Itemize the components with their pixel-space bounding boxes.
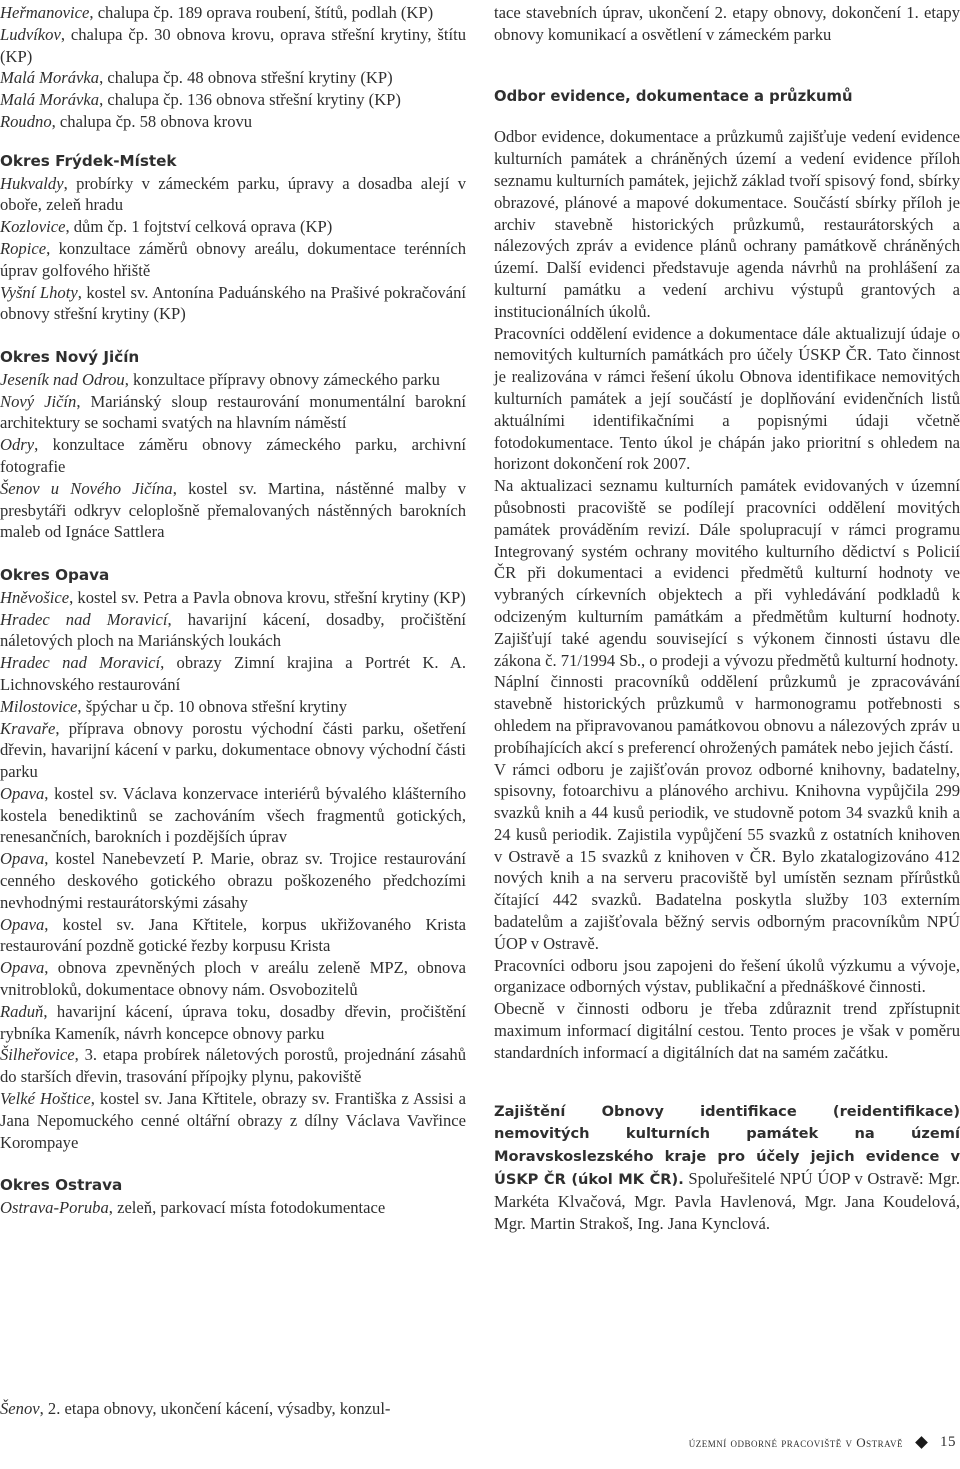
paragraph: Na aktualizaci seznamu kulturních památek evidovaných v územní působnosti pracoviště se podílejí pracovníci oddělení movitých památek prováděním revizí. Dále spolupracují v rámci programu Integrovaný systém ochrany movitého kulturního dědictví s Policií ČR při dokumentaci a evidenci předmětů kulturní hodnoty ve vybraných církevních objektech a při vyhledávání podkladů k odcizeným kulturním památkám a předmětům kulturní hodnoty. Zajišťují také agendu související s výkonem činnosti ústavu dle zákona č. 71/1994 Sb., o prodeji a vývozu předmětů kulturní hodnoty. (494, 476, 960, 670)
project-team: Spoluřešitelé NPÚ ÚOP v Ostravě: Mgr. Markéta Klvačová, Mgr. Pavla Havlenová, Mgr. Jana Koudelová, Mgr. Martin Strakoš, Ing. Jana Kynclová. (494, 1169, 960, 1233)
place-name: Ludvíkov (0, 24, 61, 44)
project-paragraph (494, 1100, 960, 1235)
list-item (0, 391, 466, 435)
place-name: Opava (0, 783, 45, 803)
list-item (0, 718, 466, 783)
page-number: 15 (940, 1434, 956, 1450)
left-column (0, 2, 466, 1219)
list-item (0, 478, 466, 543)
entry-text: , chalupa čp. 48 obnova střešní krytiny (KP) (99, 68, 393, 88)
place-name: Šenov u Nového Jičína (0, 478, 173, 498)
place-name: Jeseník nad Odrou (0, 369, 125, 389)
entry-text: , chalupa čp. 30 obnova krovu, oprava střešní krytiny, štítu (KP) (0, 24, 466, 66)
paragraph: Náplní činnosti pracovníků oddělení průzkumů je zpracovávání stavebně historických průzkumů v harmonogramu potřebnosti s ohledem na připravovanou památkovou obnovu a nálezových zpráv u probíhajících akcí s preferencí ohrožených památek nebo jejich částí. (494, 672, 960, 757)
district-heading: Okres Nový Jičín (0, 347, 140, 366)
place-name: Raduň (0, 1001, 44, 1021)
entry-text: , havarijní kácení, dosadby, pročištění náletových ploch na Mariánských loukách (0, 609, 467, 651)
place-name: Hradec nad Moravicí (0, 653, 161, 673)
list-item (0, 1088, 466, 1153)
section-title: Odbor evidence, dokumentace a průzkumů (494, 87, 853, 105)
place-name: Malá Morávka (0, 90, 100, 110)
district-heading: Okres Ostrava (0, 1176, 123, 1195)
list-item (0, 111, 466, 133)
place-name: Ostrava-Poruba (0, 1198, 109, 1218)
entry-text: , příprava obnovy porostu východní části parku, ošetření dřevin, havarijní kácení v parku, dokumentace obnovy východní části parku (0, 718, 466, 782)
place-name: Opava (0, 958, 45, 978)
right-column-content (494, 2, 960, 1234)
list-item (0, 1001, 466, 1045)
entry-text: , konzultace záměru obnovy zámeckého parku, archivní fotografie (0, 435, 466, 476)
district-opava (0, 565, 466, 1154)
entry-text: , zeleň, parkovací místa fotodokumentace (108, 1198, 386, 1218)
entry-text: , kostel sv. Václava konzervace interiérů bývalého klášterního kostela benediktinů se zachováním všech fragmentů gotických, renesančních, barokních i pozdějších úprav (0, 783, 466, 847)
ostrava-continued-entry (0, 1398, 466, 1442)
list-item (0, 652, 466, 696)
district-heading: Okres Frýdek-Místek (0, 151, 177, 170)
list-item (0, 67, 466, 89)
entry-text: , kostel sv. Martina, nástěnné malby v presbytáři odkryv celoplošně přemalovaných nástěnných barokních maleb od Ignáce Sattlera (0, 478, 466, 542)
list-item (0, 24, 466, 68)
list-item (0, 1197, 466, 1219)
entry-text: , 3. etapa probírek náletových porostů, projednání zásahů do starších dřevin, trasování přípojky plynu, pakoviště (0, 1045, 466, 1087)
place-name: Šenov (0, 1399, 40, 1418)
place-name: Roudno (0, 111, 52, 131)
project-title: Zajištění Obnovy identifikace (reidentifikace) nemovitých kulturních památek na území Moravskoslezského kraje pro účely jejich evidence v ÚSKP ČR (úkol MK ČR). (494, 1102, 960, 1189)
place-name: Malá Morávka (0, 68, 100, 88)
entry-text: , kostel sv. Jana Křtitele, korpus ukřižovaného Krista restaurování pozdně gotické řezby korpusu Krista (0, 914, 466, 956)
top-entries (0, 2, 466, 133)
entry-text: , chalupa čp. 136 obnova střešní krytiny (KP) (99, 90, 401, 110)
entry-text: , kostel sv. Jana Křtitele, obrazy sv. Františka z Assisi a Jana Nepomuckého cenné oltářní obrazy z dílny Václava Vavřince Korompaye (0, 1089, 466, 1152)
list-item (0, 609, 466, 653)
entry-text: , chalupa čp. 189 oprava roubení, štítů, podlah (KP) (89, 3, 434, 22)
list-item (0, 848, 466, 913)
place-name: Opava (0, 914, 45, 934)
list-item (0, 89, 466, 111)
running-footer: územní odborné pracoviště v Ostravě (688, 1434, 903, 1450)
entry-text: , probírky v zámeckém parku, úpravy a dosadba alejí v oboře, zeleň hradu (0, 173, 466, 215)
list-item (0, 1044, 466, 1088)
place-name: Velké Hoštice (0, 1089, 91, 1109)
entry-text: , dům čp. 1 fojtství celková oprava (KP) (65, 217, 333, 237)
entry-text: , kostel sv. Antonína Paduánského na Prašivé pokračování obnovy střešní krytiny (KP) (0, 282, 466, 324)
list-item (0, 173, 466, 217)
entry-text: , 2. etapa obnovy, ukončení kácení, výsadby, konzul- (39, 1399, 391, 1418)
place-name: Kozlovice (0, 217, 66, 237)
place-name: Milostovice (0, 696, 78, 716)
entry-text: , kostel sv. Petra a Pavla obnova krovu, střešní krytiny (KP) (69, 587, 466, 607)
entry-text: , konzultace záměrů obnovy areálu, dokumentace terénních úprav golfového hřiště (0, 238, 466, 280)
entry-text: , kostel Nanebevzetí P. Marie, obraz sv. Trojice restaurování cenného deskového gotického obrazu poškozeného předchozími nevhodnými restaurátorskými zásahy (0, 849, 466, 912)
entry-text: , špýchar u čp. 10 obnova střešní krytiny (77, 696, 348, 716)
place-name: Kravaře (0, 718, 56, 738)
list-item (0, 914, 466, 958)
place-name: Hukvaldy (0, 173, 64, 193)
entry-text: , Mariánský sloup restaurování monumentální barokní architektury se sochami svatých na hlavním náměstí (0, 391, 466, 433)
district-novy-jicin (0, 347, 466, 543)
list-item (0, 2, 466, 24)
list-item (0, 369, 466, 391)
list-item (0, 783, 466, 848)
paragraph: Pracovníci oddělení evidence a dokumentace dále aktualizují údaje o nemovitých kulturních památkách pro účely ÚSKP ČR. Tato činnost je realizována v rámci řešení úkolu Obnova identifikace nemovitých kulturních památek a její součástí je doplňování evidenčních listů aktuálními identifikačními a popisnými údaji včetně fotodokumentace. Tento úkol je chápán jako prioritní s ohledem na horizont dokončení rok 2007. (494, 323, 960, 474)
district-ostrava (0, 1175, 466, 1219)
entry-text: , konzultace přípravy obnovy zámeckého parku (124, 369, 440, 389)
entry-continuation: tace stavebních úprav, ukončení 2. etapy obnovy, dokončení 1. etapy obnovy komunikací a osvětlení v zámeckém parku (494, 3, 960, 44)
list-item (0, 282, 466, 326)
list-item (0, 957, 466, 1001)
place-name: Nový Jičín (0, 391, 77, 411)
place-name: Heřmanovice (0, 3, 90, 22)
paragraph: Odbor evidence, dokumentace a průzkumů zajišťuje vedení evidence kulturních památek a chráněných území a vedení evidence příloh seznamu kulturních památek, jejichž základ tvoří spisový fond, sbírky obrazové, plánové a mapové dokumentace. Součástí sbírky příloh je archiv stavebně historických průzkumů, restaurátorských a nálezových zpráv a evidence plánů ochrany památkově chráněných území. Další evidenci představuje agenda návrhů na prohlášení za kulturní památku a vedení archivu výstupů grantových a institucionálních úkolů. (494, 127, 960, 321)
list-item (0, 696, 466, 718)
place-name: Hněvošice (0, 587, 70, 607)
place-name: Odry (0, 435, 35, 455)
paragraph: Pracovníci odboru jsou zapojeni do řešení úkolů výzkumu a vývoje, organizace odborných výstav, publikační a přednáškové činnosti. (494, 955, 960, 997)
list-item (0, 434, 466, 478)
place-name: Ropice (0, 238, 47, 258)
entry-text: , chalupa čp. 58 obnova krovu (51, 111, 253, 131)
place-name: Hradec nad Moravicí (0, 609, 168, 629)
place-name: Šilheřovice (0, 1045, 75, 1065)
district-frydek-mistek (0, 151, 466, 325)
place-name: Opava (0, 849, 45, 869)
diamond-icon (915, 1436, 928, 1449)
list-item (0, 587, 466, 609)
entry-text: , obnova zpevněných ploch v areálu zeleně MPZ, obnova vnitrobloků, dokumentace obnovy nám. Osvobozitelů (0, 958, 466, 1000)
list-item (0, 238, 466, 282)
paragraph: Obecně v činnosti odboru je třeba zdůraznit trend zpřístupnit maximum informací digitální cestou. Tento proces je však v poměru standardních informací a digitálních dat na samém začátku. (494, 999, 960, 1062)
page-footer (689, 1434, 956, 1451)
place-name: Vyšní Lhoty (0, 282, 78, 302)
entry-text: , havarijní kácení, úprava toku, dosadby dřevin, pročištění rybníka Kameník, návrh koncepce obnovy parku (0, 1001, 466, 1043)
list-item (0, 216, 466, 238)
district-heading: Okres Opava (0, 565, 110, 584)
entry-text: , obrazy Zimní krajina a Portrét K. A. Lichnovského restaurování (0, 653, 467, 694)
paragraph: V rámci odboru je zajišťován provoz odborné knihovny, badatelny, spisovny, fotoarchivu a plánového archivu. Knihovna vypůjčila 299 svazků knih a 44 kusů periodik, ve studovně potom 34 svazků knih a 24 kusů periodik. Zajistila vypůjčení 55 svazků z ostatních knihoven v Ostravě a 15 svazků z knihoven v ČR. Bylo zkatalogizováno 412 nových knih a na serveru pracoviště byl umístěn seznam přírůstků čítající 442 svazků. Badatelna poskytla služby 103 externím badatelům a zajišťovala běžný servis odborným pracovníkům NPÚ ÚOP v Ostravě. (494, 759, 960, 953)
